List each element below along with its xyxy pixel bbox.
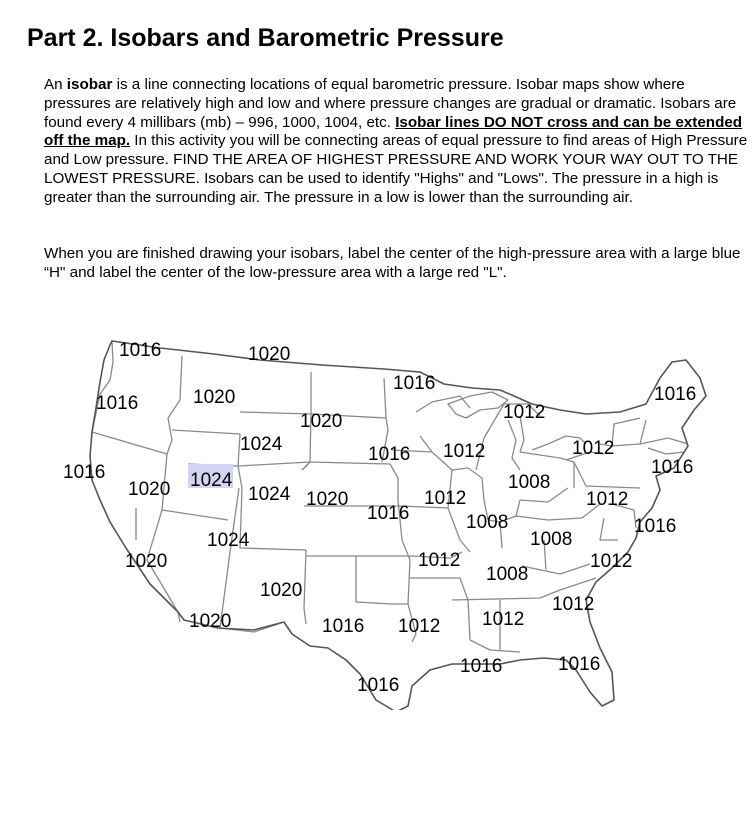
reading-1016-l: 1016 [558,654,601,675]
reading-1020-a: 1020 [248,344,291,365]
reading-1016-j: 1016 [322,616,365,637]
reading-1016-m: 1016 [357,675,400,696]
reading-1016-c: 1016 [96,393,139,414]
reading-1016-e: 1016 [368,444,411,465]
reading-1016-k: 1016 [460,656,503,677]
reading-1024-d: 1024 [207,530,250,551]
reading-1024-a: 1024 [240,434,283,455]
us-outline [90,341,706,710]
instructions-paragraph: When you are finished drawing your isobars, label the center of the high-pressure area with a large blue “H" and label the center of the low-pressure area with a large red "L". [44,245,741,281]
reading-1016-i: 1016 [634,516,677,537]
pressure-readings [63,340,696,696]
reading-1012-h: 1012 [552,594,595,615]
us-pressure-map [60,330,720,710]
reading-1020-g: 1020 [260,580,303,601]
reading-1008-a: 1008 [508,472,551,493]
reading-1020-b: 1020 [193,387,236,408]
reading-1012-d: 1012 [424,488,467,509]
reading-1016-b: 1016 [393,373,436,394]
reading-1016-f: 1016 [63,462,106,483]
reading-1024-b: 1024 [190,470,233,491]
reading-1020-e: 1020 [306,489,349,510]
reading-1020-h: 1020 [189,611,232,632]
intro-text-3: In this activity you will be connecting areas of equal pressure to find areas of High Pressure and Low pressure. FIND THE AREA OF HIGHEST PRESSURE AND WORK YOUR WAY OUT TO THE LOWEST PRESSURE. Isobars can be used to identify "Highs" and "Lows". The pressure in a high is greater than the surrounding air. The pressure in a low is lower than the surrounding air. [44,132,748,206]
intro-paragraph [44,76,749,208]
isobar-term: isobar [66,76,113,93]
reading-1020-c: 1020 [300,411,343,432]
reading-1008-d: 1008 [486,564,529,585]
reading-1016-g: 1016 [651,457,694,478]
reading-1020-d: 1020 [128,479,171,500]
reading-1024-c: 1024 [248,484,291,505]
reading-1016-d: 1016 [654,384,697,405]
reading-1020-f: 1020 [125,551,168,572]
intro-text-2: is a line connecting locations of equal barometric pressure. Isobar maps show where pressures are relatively high and low and where pressure changes are gradual or dramatic. Isobars are found every 4 millibars (mb) – 996, 1000, 1004, etc. [44,76,737,131]
reading-1012-b: 1012 [443,441,486,462]
reading-1012-a: 1012 [503,402,546,423]
reading-1008-c: 1008 [530,529,573,550]
reading-1012-g: 1012 [590,551,633,572]
reading-1008-b: 1008 [466,512,509,533]
reading-1012-e: 1012 [586,489,629,510]
isobar-rule: Isobar lines DO NOT cross and can be extended off the map. [44,113,743,150]
reading-1012-j: 1012 [482,609,525,630]
reading-1012-i: 1012 [398,616,441,637]
reading-1012-f: 1012 [418,550,461,571]
reading-1012-c: 1012 [572,438,615,459]
intro-text-1: An [44,76,67,93]
reading-1016-a: 1016 [119,340,162,361]
reading-1016-h: 1016 [367,503,410,524]
page-title: Part 2. Isobars and Barometric Pressure [27,24,504,52]
